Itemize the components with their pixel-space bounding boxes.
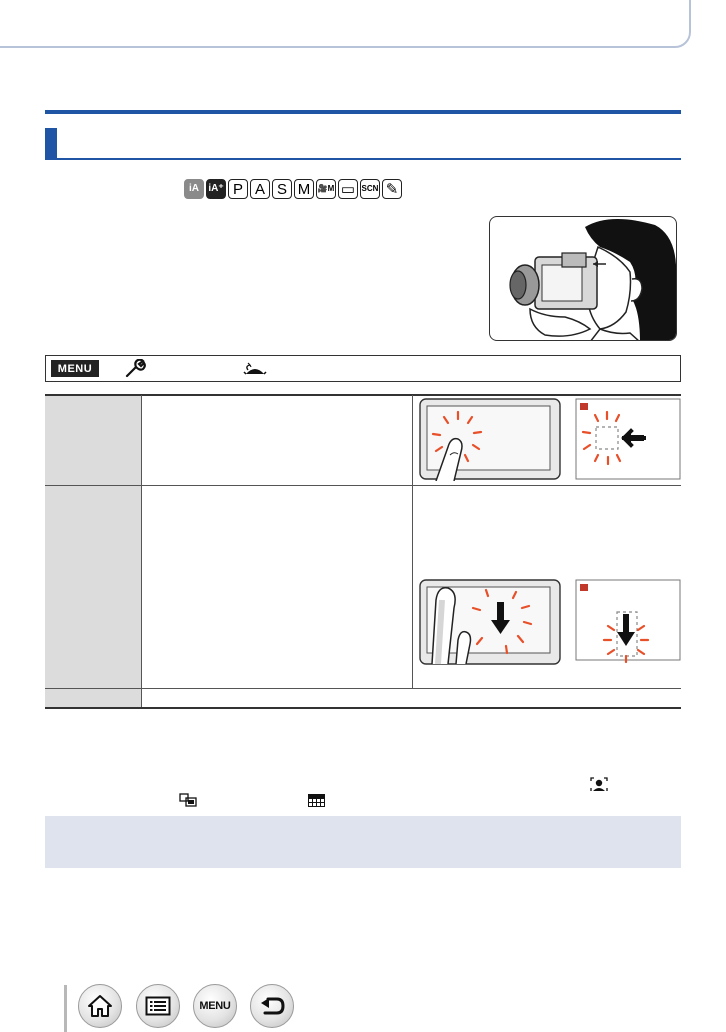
table-label-column — [45, 395, 141, 707]
af-screen-image — [576, 399, 680, 479]
wrench-icon — [124, 359, 146, 379]
mode-icon-intelligent-auto: iA — [184, 179, 204, 199]
monitor-drag-image — [420, 580, 560, 664]
mode-icon-intelligent-auto-plus: iA⁺ — [206, 179, 226, 199]
table-bottom-rule — [45, 707, 681, 709]
multi-area-af-icon — [308, 794, 325, 807]
mode-icon-creative-control: ✎ — [382, 179, 402, 199]
table-column-divider — [412, 395, 413, 688]
touchpad-illustration — [418, 578, 682, 668]
note-box — [45, 816, 681, 868]
viewfinder-photo — [489, 216, 677, 341]
mode-icon-creative-video: 🎥M — [316, 179, 336, 199]
section-underline — [45, 158, 681, 160]
menu-button[interactable] — [193, 984, 237, 1028]
contents-button[interactable] — [136, 984, 180, 1028]
menu-path-bar — [45, 355, 681, 382]
back-arrow-icon — [259, 995, 285, 1017]
mode-icon-panorama: ▭ — [338, 179, 358, 199]
menu-button-label: MENU — [199, 1000, 231, 1012]
home-button[interactable] — [78, 984, 122, 1028]
page-header-frame — [0, 0, 691, 48]
recording-mode-icons — [184, 179, 402, 201]
menu-badge: MENU — [51, 360, 99, 377]
mode-icon-manual: M — [294, 179, 314, 199]
mode-icon-aperture: A — [250, 179, 270, 199]
dial-icon — [242, 361, 268, 377]
tracking-af-icon — [179, 793, 197, 807]
person-with-camera-illustration — [490, 217, 677, 341]
list-icon — [145, 996, 171, 1016]
af-screen-image — [576, 580, 680, 662]
mode-icon-shutter: S — [272, 179, 292, 199]
section-top-rule — [45, 110, 681, 114]
mode-icon-program: P — [228, 179, 248, 199]
home-icon — [87, 994, 113, 1018]
monitor-tap-image — [420, 399, 560, 481]
mode-icon-scene-guide: SCN — [360, 179, 380, 199]
face-detection-icon — [590, 777, 608, 792]
tap-illustration — [418, 397, 682, 481]
table-column-divider — [141, 395, 142, 707]
back-button[interactable] — [250, 984, 294, 1028]
nav-divider — [64, 985, 67, 1032]
section-marker — [45, 128, 57, 159]
